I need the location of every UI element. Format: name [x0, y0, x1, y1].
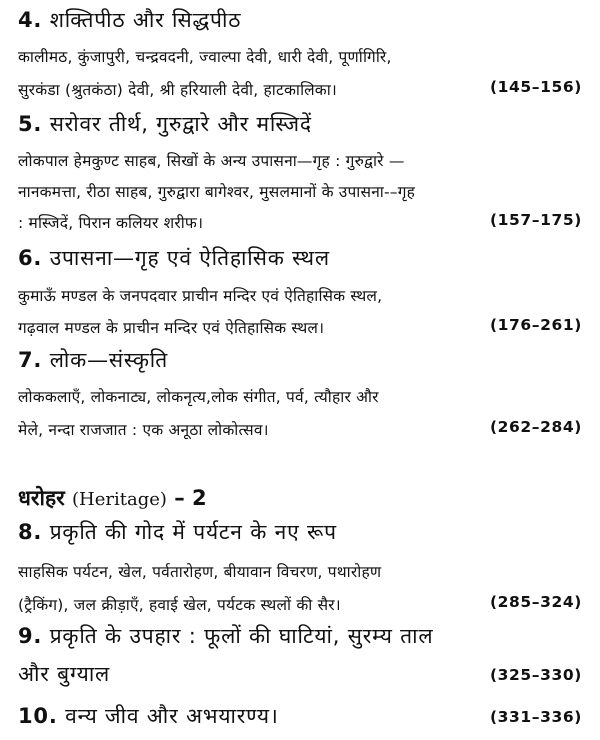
entry-9-page-range: (325–330) [489, 666, 582, 684]
section-title-hindi: धरोहर [18, 486, 65, 510]
entry-7-page-range: (262–284) [489, 418, 582, 436]
entry-5-line-2: नानकमत्ता, रीठा साहब, गुरुद्वारा बागेश्वर, मुसलमानों के उपासना-–गृह [18, 183, 416, 201]
entry-7-title: लोक—संस्कृति [49, 348, 168, 372]
entry-10-number: 10. [18, 704, 58, 728]
entry-10-page-range: (331–336) [489, 708, 582, 726]
entry-9-title: प्रकृति के उपहार : फूलों की घाटियां, सुरम्य ताल [49, 624, 434, 648]
entry-6-heading [18, 244, 582, 272]
entry-10-title: वन्य जीव और अभयारण्य। [65, 704, 279, 728]
entry-5-number: 5. [18, 112, 43, 136]
entry-5-line-3: : मस्जिदें, पिरान कलियर शरीफ। [18, 214, 204, 232]
entry-8-line-2: (ट्रैकिंग), जल क्रीड़ाएँ, हवाई खेल, पर्यटक स्थलों की सैर। [18, 596, 341, 614]
entry-6-line-2: गढ़वाल मण्डल के प्राचीन मन्दिर एवं ऐतिहासिक स्थल। [18, 319, 325, 337]
entry-6-number: 6. [18, 246, 43, 270]
entry-4-line-1: कालीमठ, कुंजापुरी, चन्द्रवदनी, ज्वाल्पा देवी, धारी देवी, पूर्णागिरि, [18, 48, 392, 66]
section-heading [18, 484, 582, 512]
section-title-english: (Heritage) [72, 489, 167, 510]
entry-4-line-2: सुरकंडा (श्रुतकंठा) देवी, श्री हरियाली देवी, हाटकालिका। [18, 81, 337, 99]
entry-4-title: शक्तिपीठ और सिद्धपीठ [49, 8, 242, 32]
entry-6-page-range: (176–261) [489, 316, 582, 334]
entry-8-number: 8. [18, 520, 43, 544]
entry-9-number: 9. [18, 624, 43, 648]
entry-9-title-continued: और बुग्याल [18, 662, 111, 686]
entry-6-line-1: कुमाऊँ मण्डल के जनपदवार प्राचीन मन्दिर एवं ऐतिहासिक स्थल, [18, 287, 383, 305]
entry-6-title: उपासना—गृह एवं ऐतिहासिक स्थल [49, 246, 330, 270]
entry-7-number: 7. [18, 348, 43, 372]
entry-4-page-range: (145–156) [489, 78, 582, 96]
entry-8-page-range: (285–324) [489, 593, 582, 611]
entry-8-title: प्रकृति की गोद में पर्यटन के नए रूप [49, 520, 337, 544]
entry-10-heading [18, 702, 438, 730]
entry-5-heading [18, 110, 582, 138]
entry-8-line-1: साहसिक पर्यटन, खेल, पर्वतारोहण, बीयावान विचरण, पथारोहण [18, 563, 382, 581]
entry-8-heading [18, 518, 582, 546]
entry-7-line-1: लोककलाएँ, लोकनाट्य, लोकनृत्य,लोक संगीत, पर्व, त्यौहार और [18, 388, 379, 406]
section-number: – 2 [174, 486, 207, 510]
entry-5-line-1: लोकपाल हेमकुण्ट साहब, सिखों के अन्य उपासना—गृह : गुरुद्वारे — [18, 152, 405, 170]
entry-7-line-2: मेले, नन्दा राजजात : एक अनूठा लोकोत्सव। [18, 421, 269, 439]
entry-5-title: सरोवर तीर्थ, गुरुद्वारे और मस्जिदें [49, 112, 312, 136]
entry-7-heading [18, 346, 582, 374]
entry-9-heading [18, 622, 582, 650]
entry-5-page-range: (157–175) [489, 211, 582, 229]
entry-4-number: 4. [18, 8, 43, 32]
entry-4-heading [18, 6, 582, 34]
